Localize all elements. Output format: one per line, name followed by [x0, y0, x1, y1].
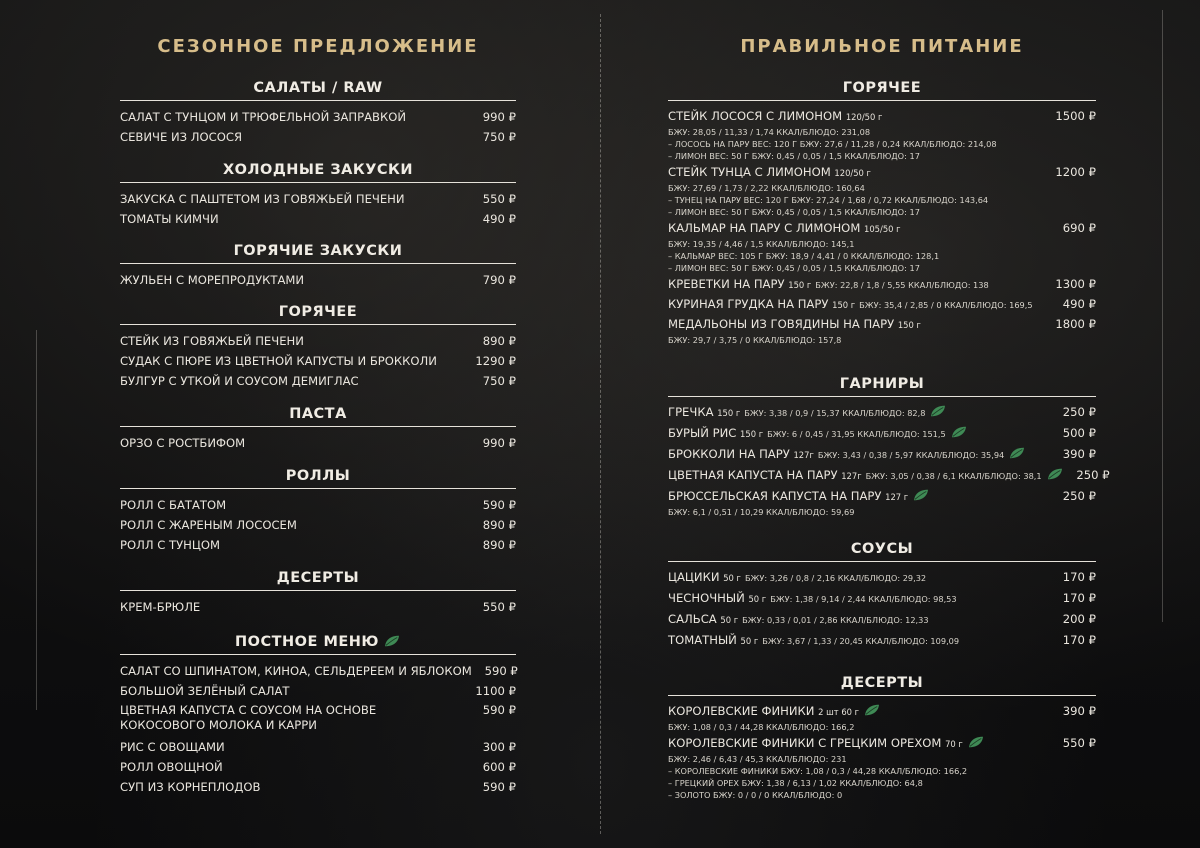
- menu-item-price: 170 ₽: [1062, 570, 1096, 584]
- menu-section: [668, 376, 1110, 520]
- menu-item-name: БРОККОЛИ НА ПАРУ: [668, 447, 790, 461]
- menu-item-weight: 2 шт 60 г: [818, 707, 860, 717]
- menu-item-name: ТОМАТНЫЙ: [668, 633, 737, 647]
- menu-item-row: [668, 589, 1096, 608]
- menu-item-nutrition-line: – КАЛЬМАР ВЕС: 105 Г БЖУ: 18,9 / 4,41 / 0 ККАЛ/БЛЮДО: 128,1: [668, 251, 940, 261]
- menu-item-nutrition-line: – ТУНЕЦ НА ПАРУ ВЕС: 120 Г БЖУ: 27,24 / 1,68 / 0,72 ККАЛ/БЛЮДО: 143,64: [668, 195, 989, 205]
- vegan-leaf-icon: [912, 488, 930, 502]
- menu-item: [668, 610, 1096, 629]
- menu-item-row: [120, 127, 516, 147]
- menu-item: [668, 107, 1096, 162]
- menu-section: [120, 570, 516, 617]
- menu-item-nutrition-line: – ЛИМОН ВЕС: 50 Г БЖУ: 0,45 / 0,05 / 1,5 ККАЛ/БЛЮДО: 17: [668, 151, 920, 161]
- menu-item-row: [668, 163, 1096, 182]
- menu-item: [668, 219, 1096, 274]
- menu-section: [668, 541, 1096, 652]
- vegan-leaf-icon: [929, 404, 947, 418]
- left-side-rule: [36, 330, 37, 710]
- vegan-leaf-icon: [1008, 446, 1026, 460]
- menu-item-nutrition-line: БЖУ: 29,7 / 3,75 / 0 ККАЛ/БЛЮДО: 157,8: [668, 335, 842, 345]
- menu-section: [120, 634, 516, 797]
- menu-item-price: 990 ₽: [482, 110, 516, 124]
- menu-item-price: 1500 ₽: [1055, 109, 1096, 123]
- menu-item-nutrition-line: – ЛИМОН ВЕС: 50 Г БЖУ: 0,45 / 0,05 / 1,5 ККАЛ/БЛЮДО: 17: [668, 263, 920, 273]
- menu-item-name: КУРИНАЯ ГРУДКА НА ПАРУ: [668, 297, 829, 311]
- menu-item-name: ГРЕЧКА: [668, 405, 714, 419]
- menu-item-nutrition: БЖУ: 3,38 / 0,9 / 15,37 ККАЛ/БЛЮДО: 82,8: [744, 408, 926, 418]
- menu-item-row: [668, 702, 1096, 721]
- menu-item-nutrition: БЖУ: 6 / 0,45 / 31,95 ККАЛ/БЛЮДО: 151,5: [767, 429, 946, 439]
- menu-item-price: 390 ₽: [1062, 704, 1096, 718]
- menu-item-name: СУДАК С ПЮРЕ ИЗ ЦВЕТНОЙ КАПУСТЫ И БРОККОЛИ: [120, 354, 437, 368]
- menu-item-title: [668, 163, 871, 182]
- menu-item-row: [120, 703, 516, 733]
- menu-item-nutrition-line: – ГРЕЦКИЙ ОРЕХ БЖУ: 1,38 / 6,13 / 1,02 ККАЛ/БЛЮДО: 64,8: [668, 778, 923, 788]
- menu-item-price: 490 ₽: [1062, 297, 1096, 311]
- menu-section: [120, 80, 516, 147]
- menu-item-row: [668, 315, 1096, 334]
- menu-item-row: [120, 107, 516, 127]
- menu-section: [120, 406, 516, 453]
- menu-item-row: [120, 661, 516, 681]
- section-title: СОУСЫ: [668, 541, 1096, 562]
- menu-item-price: 170 ₽: [1062, 591, 1096, 605]
- menu-item-nutrition: БЖУ: 3,67 / 1,33 / 20,45 ККАЛ/БЛЮДО: 109,09: [762, 636, 960, 646]
- section-title: ПОСТНОЕ МЕНЮ: [120, 634, 516, 655]
- menu-item-row: [668, 403, 1096, 422]
- menu-section: [120, 468, 516, 555]
- menu-item-row: [668, 610, 1096, 629]
- menu-section: [668, 80, 1096, 347]
- vegan-leaf-icon: [863, 703, 881, 717]
- menu-item-weight: 50 г: [748, 594, 767, 604]
- menu-item-price: 250 ₽: [1062, 405, 1096, 419]
- menu-section: [120, 304, 516, 391]
- menu-item-row: [120, 351, 516, 371]
- menu-item-name: РОЛЛ С ЖАРЕНЫМ ЛОСОСЕМ: [120, 518, 297, 532]
- menu-item-price: 200 ₽: [1062, 612, 1096, 626]
- menu-item-title: [668, 107, 882, 126]
- section-title: РОЛЛЫ: [120, 468, 516, 489]
- menu-item-weight: 105/50 г: [864, 224, 901, 234]
- menu-item-price: 550 ₽: [482, 600, 516, 614]
- menu-item-name: СУП ИЗ КОРНЕПЛОДОВ: [120, 780, 261, 794]
- vegan-leaf-icon: [967, 735, 985, 749]
- menu-item-name: СТЕЙК ИЗ ГОВЯЖЬЕЙ ПЕЧЕНИ: [120, 334, 304, 348]
- menu-item-row: [120, 433, 516, 453]
- menu-item-name: СТЕЙК ТУНЦА С ЛИМОНОМ: [668, 165, 831, 179]
- vegan-leaf-icon: [383, 634, 401, 648]
- menu-item-price: 1290 ₽: [475, 354, 516, 368]
- menu-item-weight: 50 г: [723, 573, 741, 583]
- menu-item-price: 500 ₽: [1062, 426, 1096, 440]
- menu-section: [120, 243, 516, 290]
- menu-item-nutrition-line: БЖУ: 2,46 / 6,43 / 45,3 ККАЛ/БЛЮДО: 231: [668, 754, 847, 764]
- section-items: [120, 495, 516, 555]
- section-items: [120, 433, 516, 453]
- menu-item-nutrition: БЖУ: 3,43 / 0,38 / 5,97 ККАЛ/БЛЮДО: 35,94: [817, 450, 1005, 460]
- section-items: [668, 568, 1096, 650]
- menu-item-name: КРЕМ-БРЮЛЕ: [120, 600, 201, 614]
- menu-item-name: ЦВЕТНАЯ КАПУСТА С СОУСОМ НА ОСНОВЕ КОКОСОВОГО МОЛОКА И КАРРИ: [120, 703, 377, 732]
- section-items: [120, 331, 516, 391]
- section-items: [120, 597, 516, 617]
- menu-item: [668, 424, 1096, 443]
- menu-item-nutrition: БЖУ: 3,05 / 0,38 / 6,1 ККАЛ/БЛЮДО: 38,1: [865, 471, 1042, 481]
- menu-item-price: 590 ₽: [482, 780, 516, 794]
- menu-item-weight: 150 г: [832, 300, 856, 310]
- menu-item-price: 300 ₽: [482, 740, 516, 754]
- menu-item: [668, 315, 1096, 346]
- menu-item-weight: 120/50 г: [845, 112, 883, 122]
- menu-item: [668, 466, 1110, 485]
- menu-item-title: [668, 734, 985, 753]
- menu-item-row: [120, 270, 516, 290]
- menu-item-row: [668, 487, 1096, 506]
- menu-item-row: [668, 568, 1096, 587]
- menu-item-price: 1300 ₽: [1055, 277, 1096, 291]
- menu-item-nutrition: БЖУ: 35,4 / 2,85 / 0 ККАЛ/БЛЮДО: 169,5: [859, 300, 1033, 310]
- menu-item-row: [120, 331, 516, 351]
- menu-item-price: 550 ₽: [1062, 736, 1096, 750]
- section-items: [120, 661, 516, 797]
- menu-item-name: СЕВИЧЕ ИЗ ЛОСОСЯ: [120, 130, 243, 144]
- menu-item-price: 890 ₽: [482, 334, 516, 348]
- menu-item: [668, 275, 1096, 294]
- menu-item-row: [668, 219, 1096, 238]
- menu-item-name: КОРОЛЕВСКИЕ ФИНИКИ С ГРЕЦКИМ ОРЕХОМ: [668, 736, 942, 750]
- section-items: [120, 270, 516, 290]
- menu-item-nutrition-line: БЖУ: 28,05 / 11,33 / 1,74 ККАЛ/БЛЮДО: 231,08: [668, 127, 871, 137]
- menu-item-row: [120, 777, 516, 797]
- menu-item-row: [120, 495, 516, 515]
- menu-item-weight: 127г: [793, 450, 814, 460]
- menu-item: [668, 403, 1096, 422]
- section-title: ГОРЯЧИЕ ЗАКУСКИ: [120, 243, 516, 264]
- menu-item-name: КРЕВЕТКИ НА ПАРУ: [668, 277, 785, 291]
- menu-item-price: 1200 ₽: [1055, 165, 1096, 179]
- menu-item: [668, 487, 1096, 518]
- menu-item-name: ЦАЦИКИ: [668, 570, 720, 584]
- menu-item-row: [120, 189, 516, 209]
- menu-item-weight: 50 г: [740, 636, 759, 646]
- menu-item-row: [120, 597, 516, 617]
- menu-item: [668, 631, 1096, 650]
- menu-item-price: 990 ₽: [482, 436, 516, 450]
- section-items: [120, 189, 516, 229]
- menu-item-row: [120, 535, 516, 555]
- menu-section: [120, 162, 516, 229]
- menu-item-name: КАЛЬМАР НА ПАРУ С ЛИМОНОМ: [668, 221, 861, 235]
- menu-item-nutrition-line: – ЗОЛОТО БЖУ: 0 / 0 / 0 ККАЛ/БЛЮДО: 0: [668, 790, 843, 800]
- menu-item-name: ЧЕСНОЧНЫЙ: [668, 591, 745, 605]
- menu-item-price: 1800 ₽: [1055, 317, 1096, 331]
- section-title: ДЕСЕРТЫ: [668, 675, 1096, 696]
- section-items: [668, 403, 1110, 518]
- menu-item-row: [668, 295, 1096, 314]
- menu-item-title: [668, 702, 881, 721]
- menu-item-nutrition-line: – ЛОСОСЬ НА ПАРУ ВЕС: 120 Г БЖУ: 27,6 / 11,28 / 0,24 ККАЛ/БЛЮДО: 214,08: [668, 139, 997, 149]
- menu-item-row: [120, 737, 516, 757]
- menu-item-title: [668, 275, 989, 294]
- menu-item: [668, 163, 1096, 218]
- menu-item-nutrition-line: – ЛИМОН ВЕС: 50 Г БЖУ: 0,45 / 0,05 / 1,5 ККАЛ/БЛЮДО: 17: [668, 207, 920, 217]
- menu-item-title: [668, 568, 926, 587]
- menu-item-price: 550 ₽: [482, 192, 516, 206]
- menu-item-nutrition-line: – КОРОЛЕВСКИЕ ФИНИКИ БЖУ: 1,08 / 0,3 / 44,28 ККАЛ/БЛЮДО: 166,2: [668, 766, 968, 776]
- menu-item-weight: 150 г: [717, 408, 741, 418]
- menu-item-title: [668, 219, 901, 238]
- menu-item-price: 790 ₽: [482, 273, 516, 287]
- menu-item: [668, 445, 1096, 464]
- menu-item-nutrition: БЖУ: 0,33 / 0,01 / 2,86 ККАЛ/БЛЮДО: 12,33: [742, 615, 929, 625]
- menu-item-name: РОЛЛ ОВОЩНОЙ: [120, 760, 223, 774]
- menu-item-title: [668, 424, 968, 443]
- menu-item-weight: 127 г: [885, 492, 909, 502]
- menu-item: [668, 295, 1096, 314]
- section-items: [120, 107, 516, 147]
- menu-item-weight: 70 г: [945, 739, 963, 749]
- menu-item-price: 590 ₽: [484, 664, 518, 678]
- menu-item-weight: 150 г: [788, 280, 812, 290]
- menu-item-price: 1100 ₽: [475, 684, 516, 698]
- section-title: ХОЛОДНЫЕ ЗАКУСКИ: [120, 162, 516, 183]
- menu-item-price: 170 ₽: [1062, 633, 1096, 647]
- menu-item-price: 250 ₽: [1062, 489, 1096, 503]
- menu-item-price: 590 ₽: [482, 498, 516, 512]
- vegan-leaf-icon: [1046, 467, 1064, 481]
- menu-item-row: [668, 275, 1096, 294]
- menu-item-name: МЕДАЛЬОНЫ ИЗ ГОВЯДИНЫ НА ПАРУ: [668, 317, 895, 331]
- menu-item-row: [668, 466, 1110, 485]
- menu-item-name: БУРЫЙ РИС: [668, 426, 737, 440]
- section-title: ПАСТА: [120, 406, 516, 427]
- menu-item-weight: 127г: [841, 471, 862, 481]
- menu-item-price: 600 ₽: [482, 760, 516, 774]
- center-divider: [600, 14, 601, 834]
- menu-item-title: [668, 610, 929, 629]
- menu-item-name: ТОМАТЫ КИМЧИ: [120, 212, 219, 226]
- menu-item-weight: 150 г: [740, 429, 764, 439]
- menu-item-title: [668, 466, 1064, 485]
- menu-item-price: 750 ₽: [482, 130, 516, 144]
- menu-item-name: ЖУЛЬЕН С МОРЕПРОДУКТАМИ: [120, 273, 305, 287]
- healthy-title: ПРАВИЛЬНОЕ ПИТАНИЕ: [740, 36, 1024, 57]
- menu-item-name: СТЕЙК ЛОСОСЯ С ЛИМОНОМ: [668, 109, 843, 123]
- menu-item: [668, 702, 1096, 733]
- menu-item-name: РИС С ОВОЩАМИ: [120, 740, 225, 754]
- menu-item-name: РОЛЛ С БАТАТОМ: [120, 498, 227, 512]
- menu-item-nutrition: БЖУ: 6,1 / 0,51 / 10,29 ККАЛ/БЛЮДО: 59,69: [668, 507, 855, 517]
- menu-item: [668, 734, 1096, 801]
- section-items: [668, 107, 1096, 346]
- section-items: [668, 702, 1096, 801]
- menu-item-name: РОЛЛ С ТУНЦОМ: [120, 538, 221, 552]
- menu-item-name: ОРЗО С РОСТБИФОМ: [120, 436, 246, 450]
- menu-item-name: БРЮССЕЛЬСКАЯ КАПУСТА НА ПАРУ: [668, 489, 882, 503]
- menu-item-title: [668, 403, 947, 422]
- menu-item-nutrition-line: БЖУ: 19,35 / 4,46 / 1,5 ККАЛ/БЛЮДО: 145,1: [668, 239, 855, 249]
- vegan-leaf-icon: [950, 425, 968, 439]
- section-title: ДЕСЕРТЫ: [120, 570, 516, 591]
- menu-item-row: [120, 515, 516, 535]
- menu-item-name: САЛАТ С ТУНЦОМ И ТРЮФЕЛЬНОЙ ЗАПРАВКОЙ: [120, 110, 407, 124]
- menu-item-nutrition-line: БЖУ: 1,08 / 0,3 / 44,28 ККАЛ/БЛЮДО: 166,2: [668, 722, 855, 732]
- menu-item: [668, 589, 1096, 608]
- menu-item-price: 890 ₽: [482, 538, 516, 552]
- menu-item-nutrition: БЖУ: 22,8 / 1,8 / 5,55 ККАЛ/БЛЮДО: 138: [815, 280, 989, 290]
- menu-item-row: [120, 209, 516, 229]
- menu-item-row: [668, 107, 1096, 126]
- menu-item-row: [120, 757, 516, 777]
- menu-item-row: [668, 445, 1096, 464]
- menu-item-name: КОРОЛЕВСКИЕ ФИНИКИ: [668, 704, 815, 718]
- menu-item-nutrition-line: БЖУ: 27,69 / 1,73 / 2,22 ККАЛ/БЛЮДО: 160,64: [668, 183, 865, 193]
- menu-item-title: [668, 487, 930, 506]
- menu-item-price: 890 ₽: [482, 518, 516, 532]
- menu-item-price: 390 ₽: [1062, 447, 1096, 461]
- menu-item-weight: 150 г: [897, 320, 921, 330]
- menu-item-title: [668, 631, 959, 650]
- menu-item-name: САЛАТ СО ШПИНАТОМ, КИНОА, СЕЛЬДЕРЕЕМ И ЯБЛОКОМ: [120, 664, 472, 678]
- menu-item-name: ЦВЕТНАЯ КАПУСТА НА ПАРУ: [668, 468, 838, 482]
- menu-item: [668, 568, 1096, 587]
- menu-item-price: 490 ₽: [482, 212, 516, 226]
- menu-item-row: [668, 424, 1096, 443]
- menu-item-row: [668, 734, 1096, 753]
- menu-item-price: 690 ₽: [1062, 221, 1096, 235]
- section-title: ГОРЯЧЕЕ: [668, 80, 1096, 101]
- menu-item-row: [668, 631, 1096, 650]
- menu-item-title: [668, 445, 1026, 464]
- menu-item-price: 590 ₽: [482, 703, 516, 717]
- section-title: САЛАТЫ / RAW: [120, 80, 516, 101]
- menu-item-row: [120, 371, 516, 391]
- menu-item-name: БОЛЬШОЙ ЗЕЛЁНЫЙ САЛАТ: [120, 684, 290, 698]
- section-title: ГОРЯЧЕЕ: [120, 304, 516, 325]
- menu-item-title: [668, 589, 957, 608]
- menu-item-name: САЛЬСА: [668, 612, 717, 626]
- menu-item-price: 750 ₽: [482, 374, 516, 388]
- menu-item-row: [120, 681, 516, 701]
- menu-item-name: ЗАКУСКА С ПАШТЕТОМ ИЗ ГОВЯЖЬЕЙ ПЕЧЕНИ: [120, 192, 405, 206]
- right-side-rule: [1162, 10, 1163, 622]
- menu-section: [668, 675, 1096, 802]
- menu-item-nutrition: БЖУ: 3,26 / 0,8 / 2,16 ККАЛ/БЛЮДО: 29,32: [744, 573, 927, 583]
- menu-item-nutrition: БЖУ: 1,38 / 9,14 / 2,44 ККАЛ/БЛЮДО: 98,53: [770, 594, 957, 604]
- menu-item-price: 250 ₽: [1076, 468, 1110, 482]
- menu-item-title: [668, 295, 1033, 314]
- menu-item-weight: 50 г: [720, 615, 739, 625]
- seasonal-title: СЕЗОННОЕ ПРЕДЛОЖЕНИЕ: [157, 36, 479, 57]
- section-title: ГАРНИРЫ: [668, 376, 1096, 397]
- menu-item-title: [668, 315, 921, 334]
- menu-item-weight: 120/50 г: [834, 168, 871, 178]
- menu-item-name: БУЛГУР С УТКОЙ И СОУСОМ ДЕМИГЛАС: [120, 374, 359, 388]
